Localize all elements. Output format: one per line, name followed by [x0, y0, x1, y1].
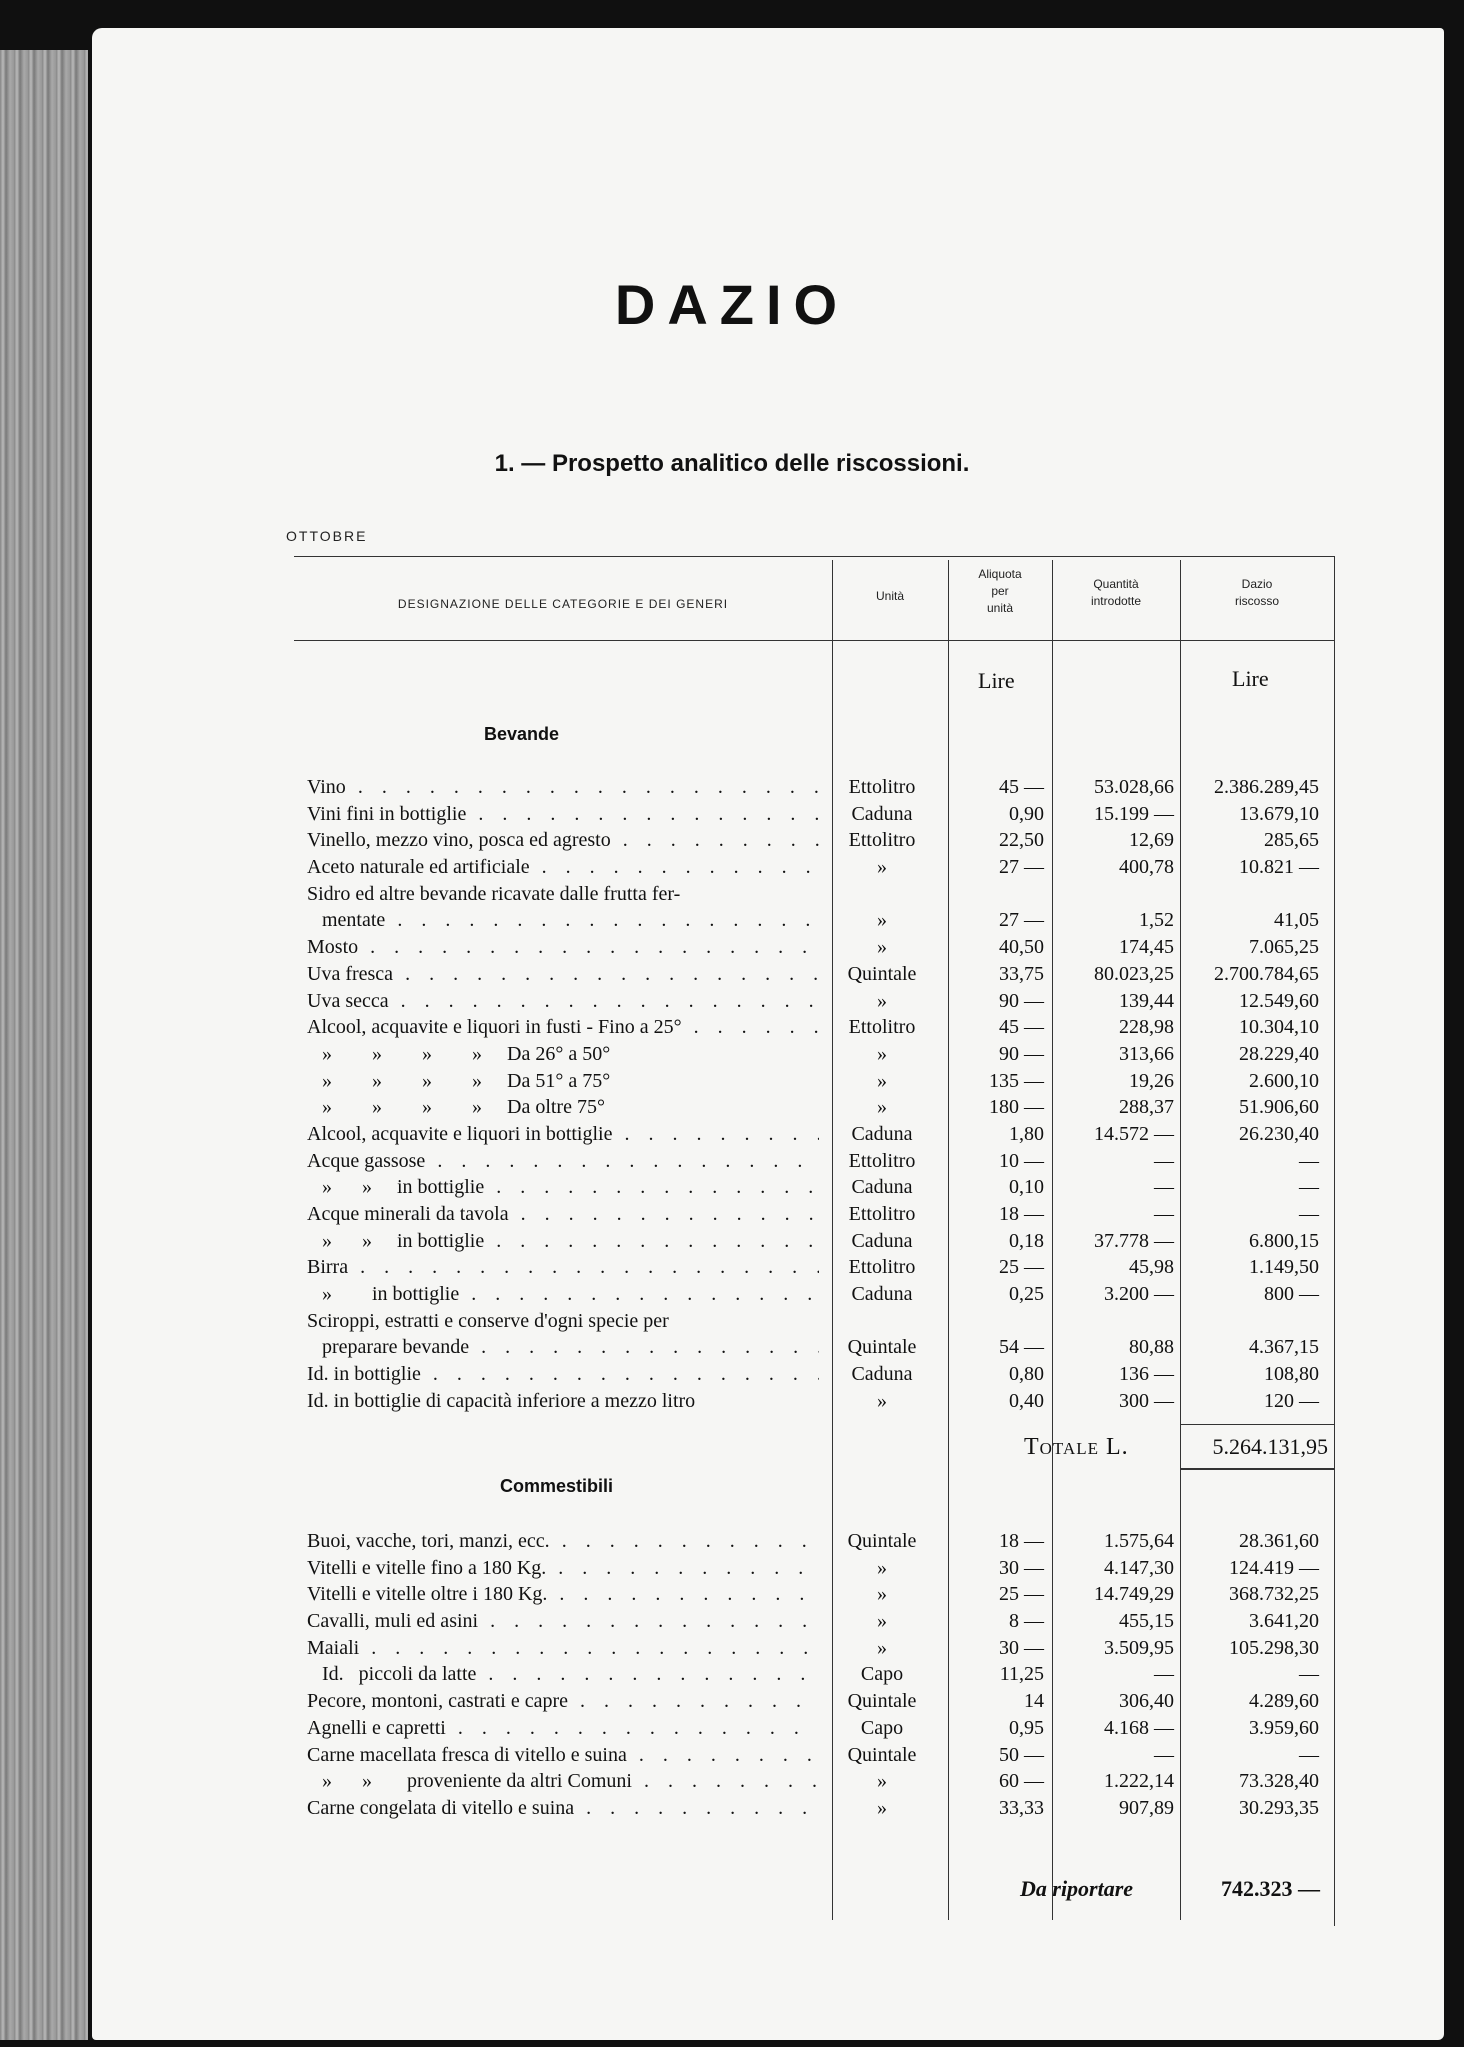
row-quantity: 4.147,30	[1104, 1556, 1174, 1579]
row-description: Birra . . .	[307, 1254, 819, 1280]
row-unit: »	[877, 1096, 887, 1119]
row-rate: 45 —	[999, 776, 1044, 798]
row-rate: 50 —	[999, 1743, 1044, 1766]
row-duty: 3.641,20	[1249, 1610, 1319, 1633]
row-unit: »	[877, 1042, 887, 1065]
row-unit: Capo	[860, 1663, 904, 1686]
table-row	[304, 1528, 1329, 1555]
month-label: OTTOBRE	[286, 528, 368, 544]
row-description: Uva fresca . . .	[307, 961, 819, 987]
table-row	[304, 1388, 1329, 1415]
row-unit: »	[877, 1636, 887, 1659]
row-description: » » » » Da 51° a 75°	[307, 1069, 611, 1092]
row-duty: 10.304,10	[1239, 1016, 1319, 1039]
row-unit: Ettolitro	[848, 1256, 916, 1279]
row-quantity: 907,89	[1119, 1796, 1174, 1819]
row-unit: Quintale	[847, 962, 917, 985]
row-description: » » in bottiglie . . .	[307, 1174, 819, 1200]
row-duty: 73.328,40	[1239, 1770, 1319, 1793]
section-subtitle: 1. — Prospetto analitico delle riscossioni.	[494, 450, 970, 477]
section-title-commestibili: Commestibili	[500, 1476, 614, 1496]
row-duty: 105.298,30	[1229, 1636, 1319, 1659]
row-quantity: 136 —	[1119, 1363, 1174, 1386]
table-row	[304, 1014, 1329, 1041]
row-rate: 54 —	[999, 1336, 1044, 1359]
header-quantita	[1052, 576, 1180, 610]
row-description: » in bottiglie . . .	[307, 1281, 819, 1307]
table-row	[304, 934, 1329, 961]
table-top-rule	[294, 556, 1334, 557]
row-rate: 27 —	[999, 856, 1044, 879]
row-description: Vini fini in bottiglie . . .	[307, 801, 819, 827]
book-binding-edge	[0, 50, 88, 2040]
carry-forward-value: 742.323 —	[1221, 1876, 1320, 1901]
row-duty: 4.367,15	[1249, 1336, 1319, 1359]
row-rate: 27 —	[999, 909, 1044, 932]
row-unit: Caduna	[851, 1283, 913, 1306]
row-quantity: —	[1154, 1203, 1174, 1225]
table-row	[304, 774, 1329, 801]
row-duty: —	[1299, 1176, 1319, 1199]
row-rate: 25 —	[999, 1583, 1044, 1606]
table-row	[304, 1308, 1329, 1335]
row-quantity: —	[1154, 1663, 1174, 1686]
row-quantity: 1,52	[1139, 909, 1174, 932]
header-aliquota-line2: per	[991, 584, 1009, 598]
row-rate: 8 —	[1009, 1610, 1044, 1633]
row-rate: 0,10	[1009, 1176, 1044, 1199]
row-quantity: 53.028,66	[1094, 776, 1174, 798]
row-rate: 180 —	[989, 1096, 1044, 1119]
row-unit: »	[877, 1583, 887, 1606]
header-designazione: DESIGNAZIONE DELLE CATEGORIE E DEI GENERI	[397, 597, 729, 611]
row-rate: 33,75	[999, 962, 1044, 985]
row-unit: Caduna	[851, 802, 913, 825]
carry-forward-label: Da riportare	[1020, 1876, 1134, 1901]
table-row	[304, 1742, 1329, 1769]
row-duty: 30.293,35	[1239, 1796, 1319, 1819]
row-quantity: 1.222,14	[1104, 1770, 1174, 1793]
row-unit: Capo	[860, 1716, 904, 1739]
row-duty: 6.800,15	[1249, 1229, 1319, 1252]
row-rate: 90 —	[999, 1042, 1044, 1065]
row-duty: 51.906,60	[1239, 1096, 1319, 1119]
table-row	[304, 1281, 1329, 1308]
table-row	[304, 1608, 1329, 1635]
section-title-bevande: Bevande	[484, 724, 560, 744]
table-row	[304, 1094, 1329, 1121]
row-duty: 41,05	[1274, 909, 1319, 932]
row-quantity: 80,88	[1129, 1336, 1174, 1359]
row-unit: »	[877, 1796, 887, 1819]
row-description: Sidro ed altre bevande ricavate dalle frutta fer-	[307, 882, 681, 905]
row-duty: 12.549,60	[1239, 989, 1319, 1012]
row-description: Agnelli e capretti . . .	[307, 1715, 819, 1741]
row-unit: Quintale	[847, 1336, 917, 1359]
table-row	[304, 1068, 1329, 1095]
row-rate: 30 —	[999, 1556, 1044, 1579]
row-duty: 2.600,10	[1249, 1069, 1319, 1092]
row-unit: Caduna	[851, 1363, 913, 1386]
row-quantity: 19,26	[1129, 1069, 1174, 1092]
row-quantity: 174,45	[1119, 936, 1174, 959]
row-description: Id. in bottiglie di capacità inferiore a mezzo litro	[307, 1389, 696, 1412]
row-unit: Ettolitro	[848, 1149, 916, 1172]
table-row	[304, 827, 1329, 854]
row-quantity: 139,44	[1119, 989, 1174, 1012]
row-quantity: 4.168 —	[1104, 1716, 1174, 1739]
table-row	[304, 1795, 1329, 1822]
table-row	[304, 1254, 1329, 1281]
table-row	[304, 801, 1329, 828]
table-row	[304, 1121, 1329, 1148]
row-rate: 18 —	[999, 1203, 1044, 1225]
row-description: Alcool, acquavite e liquori in fusti - Fino a 25° . . .	[307, 1014, 819, 1040]
row-rate: 0,90	[1009, 802, 1044, 825]
row-quantity: 14.572 —	[1094, 1122, 1174, 1145]
row-quantity: 228,98	[1119, 1016, 1174, 1039]
row-unit: Ettolitro	[848, 1016, 916, 1039]
table-right-rule	[1334, 556, 1335, 1926]
table-row	[304, 1635, 1329, 1662]
row-description: Alcool, acquavite e liquori in bottiglie . . .	[307, 1121, 819, 1147]
table-row	[304, 854, 1329, 881]
table-row	[304, 1148, 1329, 1175]
row-duty: 120 —	[1264, 1389, 1319, 1412]
row-duty: 285,65	[1264, 829, 1319, 852]
row-rate: 40,50	[999, 936, 1044, 959]
row-description: mentate . . .	[307, 907, 819, 933]
row-description: Id. in bottiglie . . .	[307, 1361, 819, 1387]
row-description: Vinello, mezzo vino, posca ed agresto . . .	[307, 827, 819, 853]
row-quantity: 14.749,29	[1094, 1583, 1174, 1606]
header-dazio	[1180, 576, 1334, 610]
row-quantity: 3.200 —	[1104, 1283, 1174, 1306]
row-description: Id. piccoli da latte . . .	[307, 1661, 819, 1687]
total-bottom-rule	[1180, 1468, 1334, 1470]
row-rate: 0,18	[1009, 1229, 1044, 1252]
row-description: Vitelli e vitelle oltre i 180 Kg. . . .	[307, 1581, 819, 1607]
row-rate: 25 —	[999, 1256, 1044, 1279]
header-dazio-line1: Dazio	[1241, 577, 1273, 591]
row-quantity: —	[1154, 1149, 1174, 1172]
row-quantity: —	[1154, 1743, 1174, 1766]
row-rate: 33,33	[999, 1796, 1044, 1819]
row-description: Mosto . . .	[307, 934, 819, 960]
table-row	[304, 881, 1329, 908]
row-description: Pecore, montoni, castrati e capre . . .	[307, 1688, 819, 1714]
row-unit: »	[877, 1389, 887, 1412]
table-row	[304, 1228, 1329, 1255]
table-row	[304, 988, 1329, 1015]
table-row	[304, 1174, 1329, 1201]
header-dazio-line2: riscosso	[1234, 594, 1279, 608]
row-rate: 14	[1024, 1690, 1044, 1713]
row-duty: 1.149,50	[1249, 1256, 1319, 1279]
row-duty: 28.361,60	[1239, 1530, 1319, 1552]
row-rate: 135 —	[989, 1069, 1044, 1092]
row-quantity: 288,37	[1119, 1096, 1174, 1119]
row-duty: 28.229,40	[1239, 1042, 1319, 1065]
row-rate: 11,25	[999, 1663, 1044, 1686]
row-unit: »	[877, 1069, 887, 1092]
row-duty: 26.230,40	[1239, 1122, 1319, 1145]
table-row	[304, 1768, 1329, 1795]
row-quantity: 15.199 —	[1094, 802, 1174, 825]
table-row	[304, 1688, 1329, 1715]
row-duty: —	[1299, 1743, 1319, 1766]
row-description: Vino . . .	[307, 774, 819, 800]
row-description: Maiali . . .	[307, 1635, 819, 1661]
row-quantity: 400,78	[1119, 856, 1174, 879]
bevande-rows	[304, 774, 1329, 1415]
row-quantity: 80.023,25	[1094, 962, 1174, 985]
row-unit: Caduna	[851, 1122, 913, 1145]
row-duty: —	[1299, 1663, 1319, 1686]
row-rate: 0,80	[1009, 1363, 1044, 1386]
row-duty: 3.959,60	[1249, 1716, 1319, 1739]
row-description: » » » » Da oltre 75°	[307, 1096, 605, 1119]
row-unit: Ettolitro	[848, 776, 916, 798]
lire-aliquota-unit: Lire	[978, 668, 1015, 693]
row-duty: 2.700.784,65	[1214, 962, 1319, 985]
row-description: Cavalli, muli ed asini . . .	[307, 1608, 819, 1634]
table-row	[304, 1581, 1329, 1608]
row-unit: »	[877, 1556, 887, 1579]
row-unit: Ettolitro	[848, 829, 916, 852]
row-description: » » » » Da 26° a 50°	[307, 1042, 611, 1065]
row-quantity: 45,98	[1129, 1256, 1174, 1279]
row-rate: 18 —	[999, 1530, 1044, 1552]
row-description: » » proveniente da altri Comuni . . .	[307, 1768, 819, 1794]
row-unit: Quintale	[847, 1690, 917, 1713]
row-quantity: 3.509,95	[1104, 1636, 1174, 1659]
table-row	[304, 1555, 1329, 1582]
row-unit: Ettolitro	[848, 1203, 916, 1225]
row-unit: »	[877, 1610, 887, 1633]
page-title: DAZIO	[614, 273, 850, 336]
row-duty: —	[1299, 1149, 1319, 1172]
row-unit: »	[877, 909, 887, 932]
row-quantity: 313,66	[1119, 1042, 1174, 1065]
row-unit: Caduna	[851, 1229, 913, 1252]
row-duty: 13.679,10	[1239, 802, 1319, 825]
row-unit: »	[877, 936, 887, 959]
row-duty: 800 —	[1264, 1283, 1319, 1306]
row-quantity: 306,40	[1119, 1690, 1174, 1713]
row-description: Vitelli e vitelle fino a 180 Kg. . . .	[307, 1555, 819, 1581]
header-quantita-line1: Quantità	[1093, 577, 1139, 591]
row-rate: 0,25	[1009, 1283, 1044, 1306]
header-aliquota-line3: unità	[986, 601, 1014, 615]
commestibili-rows	[304, 1528, 1329, 1822]
row-unit: »	[877, 989, 887, 1012]
header-quantita-line2: introdotte	[1090, 594, 1142, 608]
row-unit: Quintale	[847, 1743, 917, 1766]
row-unit: »	[877, 1770, 887, 1793]
row-description: Acque gassose . . .	[307, 1148, 819, 1174]
row-rate: 60 —	[999, 1770, 1044, 1793]
total-label: Totale L.	[1024, 1434, 1129, 1460]
row-unit: Quintale	[847, 1530, 917, 1552]
table-row	[304, 907, 1329, 934]
row-duty: —	[1299, 1203, 1319, 1225]
lire-dazio-unit: Lire	[1232, 666, 1269, 691]
row-duty: 368.732,25	[1229, 1583, 1319, 1606]
row-rate: 30 —	[999, 1636, 1044, 1659]
row-description: preparare bevande . . .	[307, 1334, 819, 1360]
row-unit: Caduna	[851, 1176, 913, 1199]
row-duty: 10.821 —	[1239, 856, 1319, 879]
row-unit: »	[877, 856, 887, 879]
row-description: Carne congelata di vitello e suina . . .	[307, 1795, 819, 1821]
row-quantity: 12,69	[1129, 829, 1174, 852]
row-rate: 0,40	[1009, 1389, 1044, 1412]
table-row	[304, 961, 1329, 988]
row-duty: 7.065,25	[1249, 936, 1319, 959]
table-row	[304, 1201, 1329, 1228]
row-rate: 45 —	[999, 1016, 1044, 1039]
row-quantity: 1.575,64	[1104, 1530, 1174, 1552]
table-row	[304, 1661, 1329, 1688]
row-description: Buoi, vacche, tori, manzi, ecc. . . .	[307, 1528, 819, 1554]
table-header-rule	[294, 640, 1334, 641]
row-description: Acque minerali da tavola . . .	[307, 1201, 819, 1227]
total-top-rule	[1180, 1424, 1334, 1425]
table-row	[304, 1361, 1329, 1388]
header-unita: Unità	[875, 589, 904, 603]
header-aliquota-line1: Aliquota	[978, 567, 1022, 581]
table-row	[304, 1334, 1329, 1361]
row-duty: 108,80	[1264, 1363, 1319, 1386]
table-row	[304, 1715, 1329, 1742]
row-description: » » in bottiglie . . .	[307, 1228, 819, 1254]
row-duty: 2.386.289,45	[1214, 776, 1319, 798]
row-quantity: 300 —	[1119, 1389, 1174, 1412]
row-rate: 0,95	[1009, 1716, 1044, 1739]
row-description: Uva secca . . .	[307, 988, 819, 1014]
row-quantity: —	[1154, 1176, 1174, 1199]
row-rate: 10 —	[999, 1149, 1044, 1172]
row-quantity: 455,15	[1119, 1610, 1174, 1633]
total-value: 5.264.131,95	[1212, 1434, 1328, 1459]
row-description: Carne macellata fresca di vitello e suina . . .	[307, 1742, 819, 1768]
row-duty: 4.289,60	[1249, 1690, 1319, 1713]
row-rate: 1,80	[1009, 1122, 1044, 1145]
row-duty: 124.419 —	[1229, 1556, 1319, 1579]
row-quantity: 37.778 —	[1094, 1229, 1174, 1252]
row-rate: 22,50	[999, 829, 1044, 852]
table-row	[304, 1041, 1329, 1068]
header-aliquota	[948, 566, 1052, 617]
row-rate: 90 —	[999, 989, 1044, 1012]
row-description: Aceto naturale ed artificiale . . .	[307, 854, 819, 880]
row-description: Sciroppi, estratti e conserve d'ogni specie per	[307, 1309, 669, 1332]
